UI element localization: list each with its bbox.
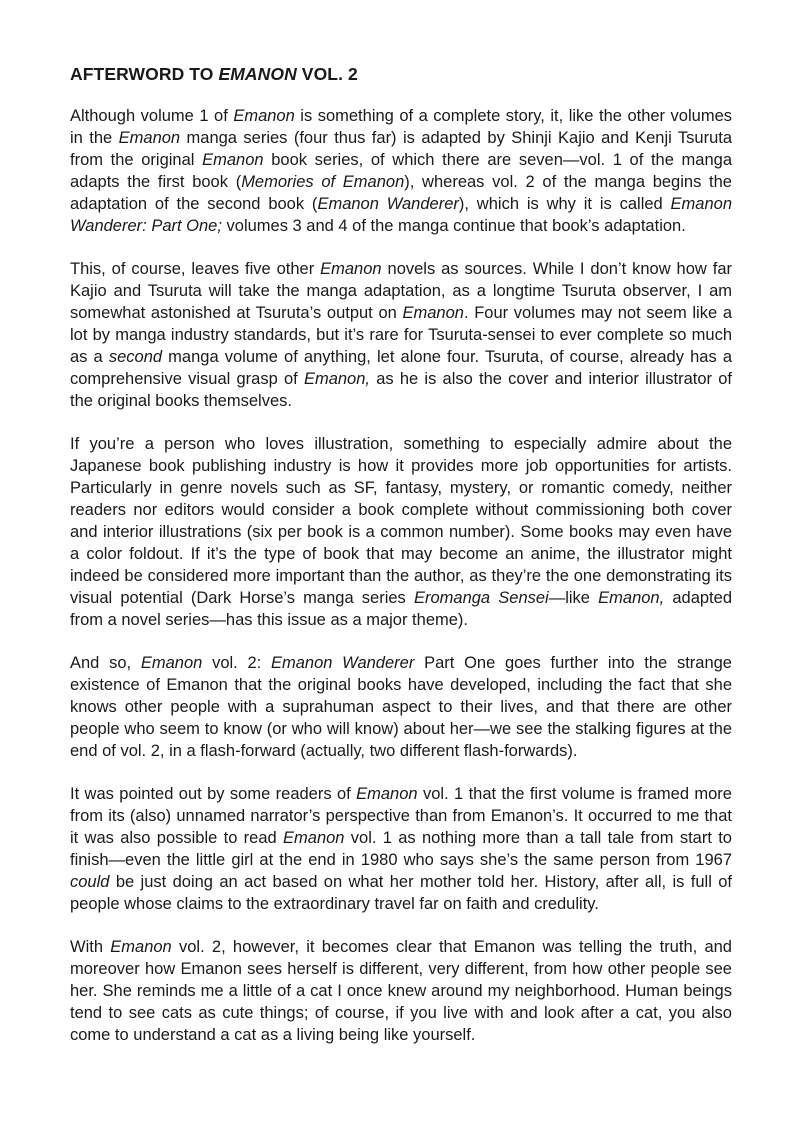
text-run: ), which is why it is called [458,195,671,213]
text-run: book series, of which there are seven—vol. 1 of the manga adapts the first book ( [70,151,732,191]
text-run: is something of a complete story, it, like the other volumes in the [70,107,732,147]
text-run: adapted from a novel series—has this issue as a major theme). [70,589,732,629]
italic-text-run: Emanon, [303,370,370,388]
text-run: It was pointed out by some readers of [70,785,357,803]
body-paragraph [70,936,732,1046]
text-run: vol. 1 as nothing more than a tall tale from start to finish—even the little girl at the end in 1980 who says she’s the same person from 1967 [70,829,732,869]
body-paragraph [70,258,732,412]
text-run: be just doing an act based on what her mother told her. History, after all, is full of people whose claims to the extraordinary travel far on faith and credulity. [70,873,732,913]
text-run: ), whereas vol. 2 of the manga begins the adaptation of the second book ( [70,173,732,213]
page-title [70,64,732,85]
text-run: vol. 2, however, it becomes clear that Emanon was telling the truth, and moreover how Emanon sees herself is different, very different, from how other people see her. She reminds me a little of a cat I once knew around my neighborhood. Human beings tend to see cats as cute things; of course, if you live with and look after a cat, you also come to understand a cat as a living being like yourself. [70,938,732,1044]
body-paragraph [70,433,732,631]
text-run: vol. 1 that the first volume is framed more from its (also) unnamed narrator’s perspective than from Emanon’s. It occurred to me that it was also possible to read [70,785,732,847]
italic-text-run: Emanon [402,304,464,322]
italic-text-run: second [108,348,163,366]
italic-text-run: Emanon [356,785,418,803]
italic-text-run: Eromanga Sensei [413,589,549,607]
italic-text-run: could [70,873,110,891]
italic-text-run: Emanon, [598,589,665,607]
text-run: vol. 2: [202,654,271,672]
text-run: volumes 3 and 4 of the manga continue that book’s adaptation. [221,217,686,235]
text-run: novels as sources. While I don’t know how far Kajio and Tsuruta will take the manga adaptation, as a longtime Tsuruta observer, I am somewhat astonished at Tsuruta’s output on [70,260,732,322]
italic-text-run: Emanon [140,654,203,672]
text-run: manga series (four thus far) is adapted by Shinji Kajio and Kenji Tsuruta from the original [70,129,733,169]
italic-text-run: Memories of Emanon [241,173,405,191]
body-paragraph [70,652,732,762]
text-run: If you’re a person who loves illustration, something to especially admire about the Japanese book publishing industry is how it provides more job opportunities for artists. Particularly in genre novels such as SF, fantasy, mystery, or romantic comedy, neither readers nor editors would consider a book complete without commissioning both cover and interior illustrations (six per book is a common number). Some books may even have a color foldout. If it’s the type of book that may become an anime, the illustrator might indeed be considered more important than the author, as they’re the one demonstrating its visual potential (Dark Horse’s manga series [70,435,732,607]
italic-text-run: Emanon [320,260,382,278]
text-run: Although volume 1 of [70,107,234,125]
body-text [70,105,732,1046]
text-run: And so, [70,654,141,672]
text-run: as he is also the cover and interior illustrator of the original books themselves. [70,370,732,410]
title-suffix: VOL. 2 [296,64,358,84]
italic-text-run: Emanon [110,938,172,956]
italic-text-run: Emanon Wanderer [317,195,459,213]
italic-text-run: Emanon [202,151,264,169]
title-prefix: AFTERWORD TO [70,64,219,84]
text-run: With [70,938,111,956]
text-run: This, of course, leaves five other [70,260,321,278]
text-run: . Four volumes may not seem like a lot by manga industry standards, but it’s rare for Tsuruta-sensei to ever complete so much as a [70,304,732,366]
text-run: manga volume of anything, let alone four. Tsuruta, of course, already has a comprehensive visual grasp of [70,348,732,388]
text-run: —like [548,589,599,607]
italic-text-run: Emanon [118,129,181,147]
body-paragraph [70,105,732,237]
italic-text-run: Emanon Wanderer: Part One; [70,195,733,235]
title-italic: EMANON [218,64,297,84]
text-run: Part One goes further into the strange existence of Emanon that the original books have developed, including the fact that she knows other people with a suprahuman aspect to their lives, and that there are other people who seem to know (or who will know) about her—we see the stalking figures at the end of vol. 2, in a flash-forward (actually, two different flash-forwards). [70,654,732,760]
italic-text-run: Emanon [283,829,345,847]
body-paragraph [70,783,732,915]
italic-text-run: Emanon [233,107,295,125]
italic-text-run: Emanon Wanderer [270,654,415,672]
